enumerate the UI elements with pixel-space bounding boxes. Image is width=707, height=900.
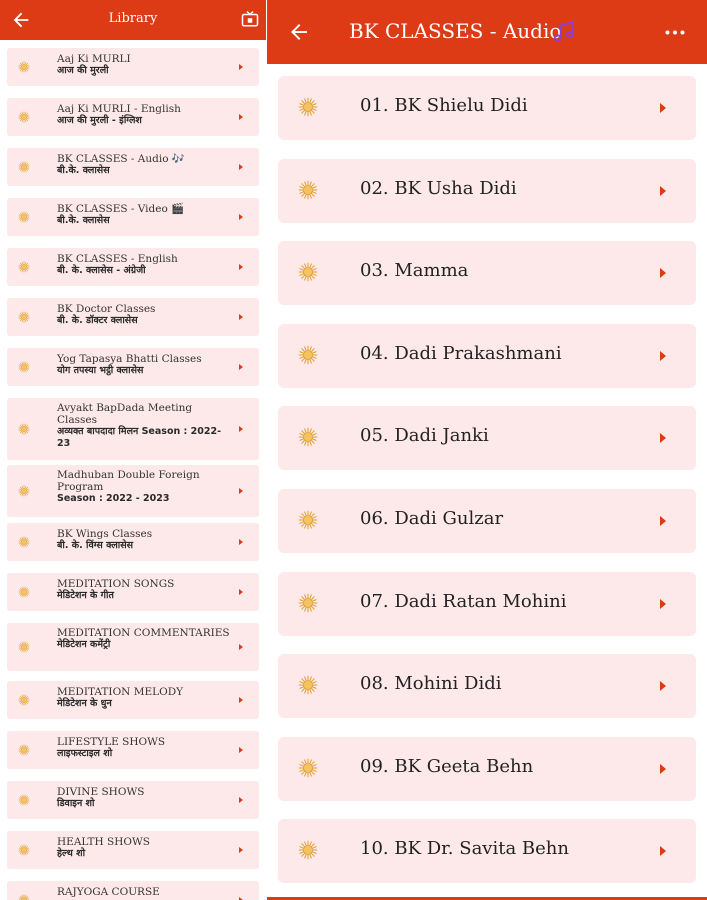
sun-icon [298,840,318,860]
class-item-label: 10. BK Dr. Savita Behn [360,838,569,860]
audio-classes-panel [267,0,707,900]
sun-icon [18,694,30,706]
library-title: Library [108,11,158,26]
sun-icon [298,593,318,613]
library-list-item[interactable] [7,298,259,336]
class-item-label: 05. Dadi Janki [360,425,489,447]
library-item-subtitle: आज की मुरली - इंग्लिश [57,115,142,126]
class-list-item[interactable] [278,241,696,305]
chevron-right-icon [239,64,243,70]
library-item-subtitle: बी. के. विंग्स क्लासेस [57,540,134,551]
sun-icon [18,211,30,223]
library-item-text [57,53,233,77]
chevron-right-icon [239,214,243,220]
library-item-subtitle: बी.के. क्लासेस [57,165,110,176]
sun-icon [18,361,30,373]
library-list-item[interactable] [7,731,259,769]
library-item-text [57,836,233,860]
library-item-subtitle: मेडिटेशन कमेंट्री [57,639,111,650]
library-item-title: BK Wings Classes [57,528,153,540]
class-list-item[interactable] [278,76,696,140]
library-list-item[interactable] [7,523,259,561]
library-item-text [57,253,233,277]
chevron-right-icon [239,847,243,853]
sun-icon [298,510,318,530]
library-item-text [57,203,233,227]
library-item-text [57,303,233,327]
chevron-right-icon [239,697,243,703]
sun-icon [298,758,318,778]
library-app-bar [0,0,266,40]
class-list-item[interactable] [278,489,696,553]
class-list-item[interactable] [278,737,696,801]
library-list-item[interactable] [7,248,259,286]
library-item-title: HEALTH SHOWS [57,836,150,848]
library-item-subtitle: आज की मुरली [57,65,109,76]
class-item-label: 01. BK Shielu Didi [360,95,528,116]
library-item-text [57,353,233,377]
library-item-title: Aaj Ki MURLI - English [57,103,181,115]
class-item-label: 08. Mohini Didi [360,673,502,695]
chevron-right-icon [660,351,666,361]
sun-icon [18,586,30,598]
library-list-item[interactable] [7,98,259,136]
chevron-right-icon [239,797,243,803]
library-item-title: Aaj Ki MURLI [57,53,131,65]
sun-icon [298,180,318,200]
chevron-right-icon [239,264,243,270]
chevron-right-icon [660,681,666,691]
chevron-right-icon [660,186,666,196]
chevron-right-icon [660,599,666,609]
chevron-right-icon [660,764,666,774]
chevron-right-icon [660,516,666,526]
library-item-subtitle: मेडिटेशन के गीत [57,590,114,601]
class-item-label: 07. Dadi Ratan Mohini [360,590,567,612]
chevron-right-icon [239,426,243,432]
class-list-item[interactable] [278,819,696,883]
chevron-right-icon [660,433,666,443]
more-horizontal-icon[interactable] [665,30,685,35]
sun-icon [18,844,30,856]
chevron-right-icon [239,488,243,494]
sun-icon [18,261,30,273]
library-list-item[interactable] [7,198,259,236]
library-list-item[interactable] [7,573,259,611]
library-item-subtitle: बी. के. डॉक्टर क्लासेस [57,315,138,326]
library-list-item[interactable] [7,465,259,517]
library-item-title: BK CLASSES - English [57,253,178,265]
library-item-text [57,786,233,810]
class-list-item[interactable] [278,572,696,636]
sun-icon [18,794,30,806]
library-item-subtitle: Season : 2022 - 2023 [57,493,170,504]
sun-icon [18,485,30,497]
library-item-subtitle: मेडिटेशन के धुन [57,698,112,709]
music-notes-icon [551,18,577,46]
library-item-subtitle: लाइफस्टाइल शो [57,748,113,759]
library-list-item[interactable] [7,623,259,671]
sun-icon [18,894,30,900]
library-item-title: Madhuban Double Foreign Program [57,469,200,493]
library-item-title: DIVINE SHOWS [57,786,145,798]
class-list-item[interactable] [278,654,696,718]
library-item-subtitle: अव्यक्त बापदादा मिलन Season : 2022-23 [57,426,222,449]
library-list-item[interactable] [7,348,259,386]
library-item-subtitle: बी. के. क्लासेस - अंग्रेजी [57,265,146,276]
library-list-item[interactable] [7,781,259,819]
class-item-label: 06. Dadi Gulzar [360,508,504,529]
chevron-right-icon [239,364,243,370]
sun-icon [298,97,318,117]
library-item-text [57,528,233,552]
class-item-label: 04. Dadi Prakashmani [360,342,562,364]
chevron-right-icon [239,644,243,650]
library-item-title: RAJYOGA COURSE [57,886,160,898]
library-item-subtitle: योग तपस्या भट्ठी क्लासेस [57,365,144,376]
library-panel [0,0,266,900]
class-item-label: 09. BK Geeta Behn [360,755,534,777]
chevron-right-icon [660,268,666,278]
library-item-subtitle: डिवाइन शो [57,798,95,809]
chevron-right-icon [239,114,243,120]
library-item-title: LIFESTYLE SHOWS [57,736,166,748]
sun-icon [18,641,30,653]
library-item-text [57,736,233,760]
library-item-title: BK CLASSES - Audio 🎶 [57,153,185,165]
chevron-right-icon [660,103,666,113]
audio-app-bar [267,0,707,64]
chevron-right-icon [239,747,243,753]
library-item-title: MEDITATION SONGS [57,578,175,590]
library-list-item[interactable] [7,881,259,900]
library-list-item[interactable] [7,681,259,719]
library-item-text [57,578,233,602]
library-item-text [57,886,233,898]
library-list-item[interactable] [7,148,259,186]
sun-icon [18,111,30,123]
library-item-subtitle: बी.के. क्लासेस [57,215,110,226]
library-item-subtitle: हेल्थ शो [57,848,86,859]
sun-icon [18,423,30,435]
library-list-item[interactable] [7,398,259,460]
library-item-title: Yog Tapasya Bhatti Classes [57,353,202,365]
sun-icon [18,161,30,173]
sun-icon [298,427,318,447]
sun-icon [18,536,30,548]
tv-icon[interactable] [241,10,259,28]
chevron-right-icon [660,846,666,856]
library-item-text [57,153,233,177]
arrow-left-icon[interactable] [287,20,311,44]
class-list-item[interactable] [278,406,696,470]
class-item-label: 02. BK Usha Didi [360,177,517,199]
sun-icon [298,675,318,695]
library-item-title: BK Doctor Classes [57,303,156,315]
library-item-text [57,627,233,651]
library-item-text [57,686,233,710]
chevron-right-icon [239,589,243,595]
library-item-title: MEDITATION COMMENTARIES [57,627,230,639]
library-item-title: BK CLASSES - Video 🎬 [57,203,185,215]
sun-icon [18,744,30,756]
class-list-item[interactable] [278,159,696,223]
library-list-item[interactable] [7,48,259,86]
library-item-title: Avyakt BapDada Meeting Classes [57,402,193,426]
library-list-item[interactable] [7,831,259,869]
class-list-item[interactable] [278,324,696,388]
sun-icon [18,311,30,323]
page-title: BK CLASSES - Audio [349,19,562,43]
chevron-right-icon [239,164,243,170]
sun-icon [298,345,318,365]
sun-icon [18,61,30,73]
chevron-right-icon [239,539,243,545]
library-item-text [57,469,233,505]
class-item-label: 03. Mamma [360,260,469,282]
library-item-text [57,103,233,127]
chevron-right-icon [239,314,243,320]
library-item-title: MEDITATION MELODY [57,686,184,698]
library-item-text [57,402,233,450]
sun-icon [298,262,318,282]
